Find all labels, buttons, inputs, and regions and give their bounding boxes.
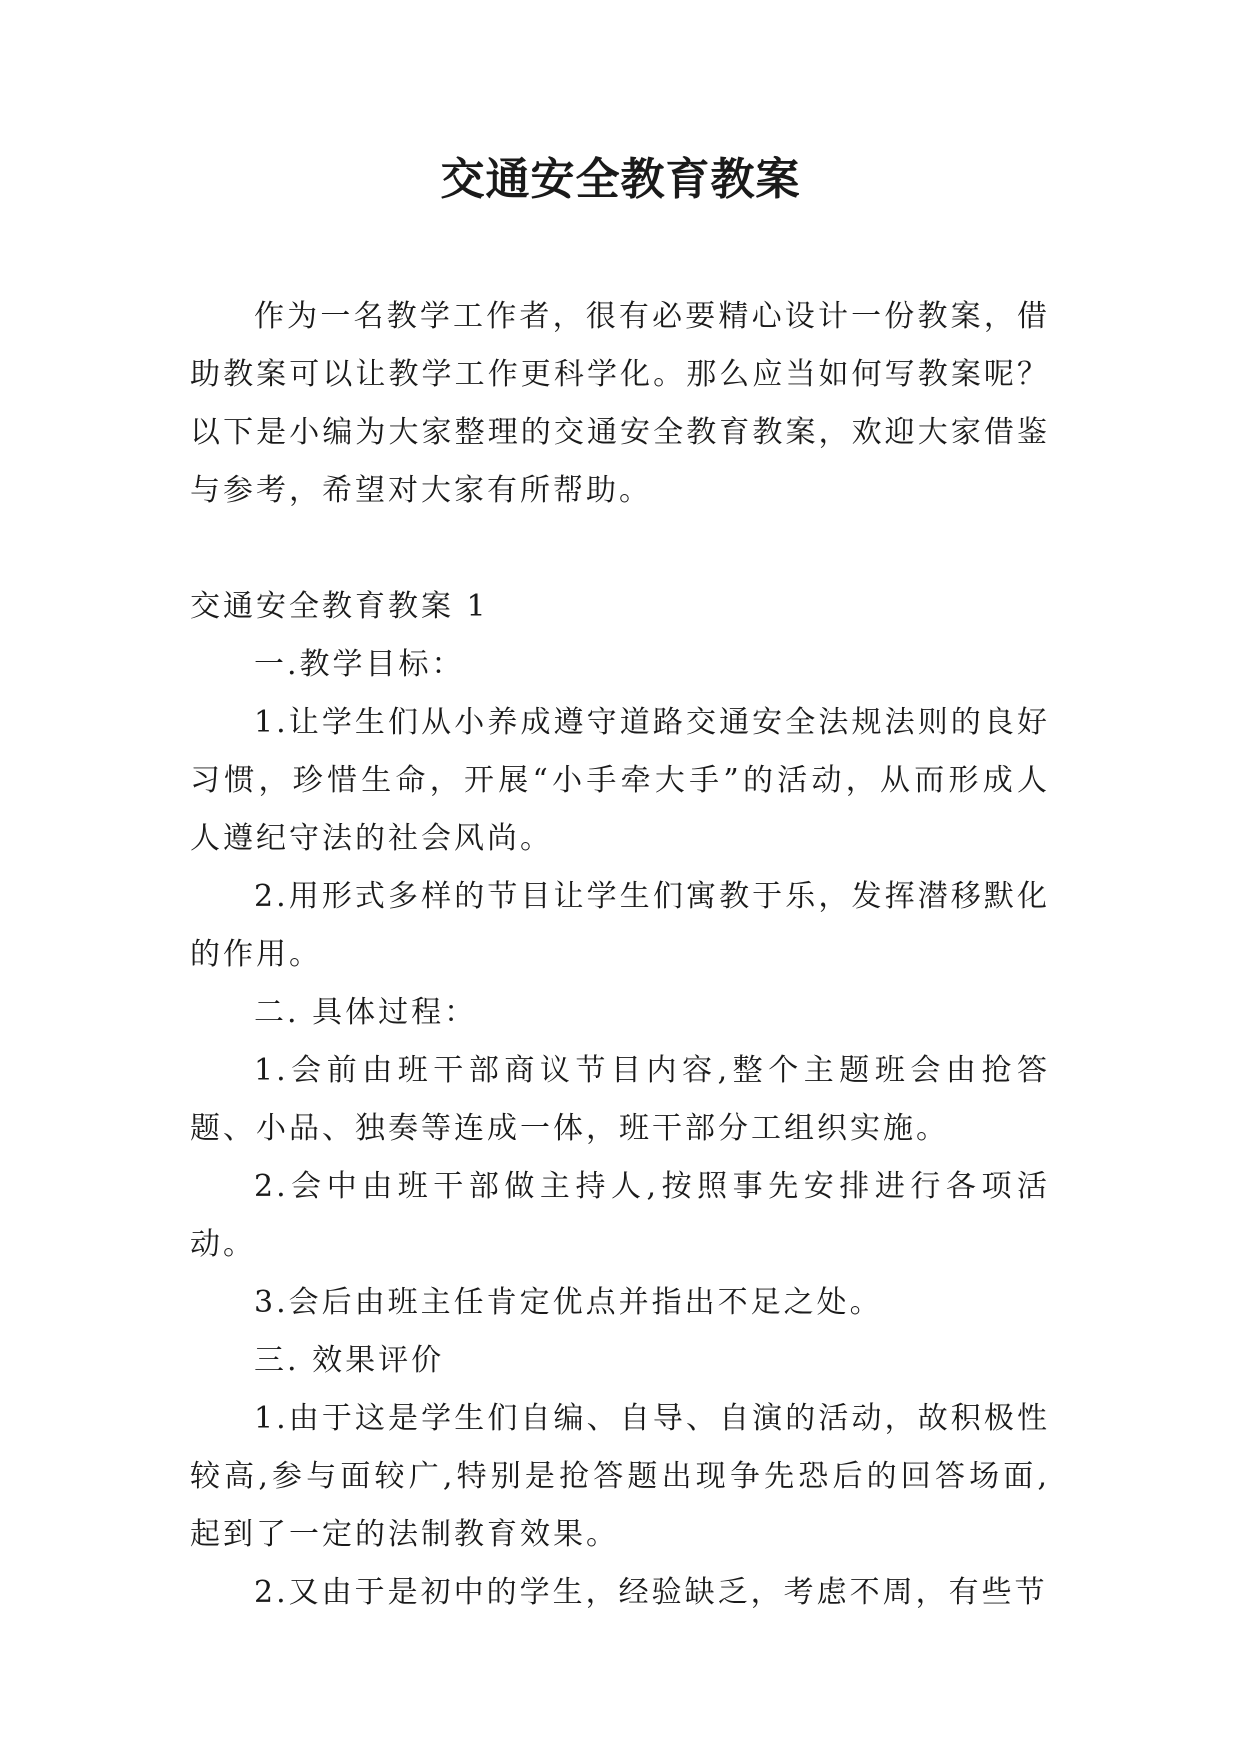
section-spacer (190, 520, 1050, 578)
evaluation-heading: 三. 效果评价 (254, 1343, 445, 1378)
section-heading: 交通安全教育教案 1 (190, 589, 489, 624)
objective-item-2: 2.用形式多样的节目让学生们寓教于乐，发挥潜移默化的作用。 (190, 879, 1050, 972)
document-body (190, 288, 1050, 1622)
process-heading: 二. 具体过程： (254, 995, 478, 1030)
process-item-2: 2.会中由班干部做主持人,按照事先安排进行各项活动。 (190, 1169, 1050, 1262)
objectives-heading: 一.教学目标： (254, 647, 465, 682)
evaluation-item-2: 2.又由于是初中的学生，经验缺乏，考虑不周，有些节 (254, 1575, 1048, 1610)
intro-paragraph: 作为一名教学工作者，很有必要精心设计一份教案，借助教案可以让教学工作更科学化。那么应当如何写教案呢？以下是小编为大家整理的交通安全教育教案，欢迎大家借鉴与参考，希望对大家有所帮助。 (190, 299, 1050, 508)
process-item-3: 3.会后由班主任肯定优点并指出不足之处。 (254, 1285, 883, 1320)
evaluation-item-1: 1.由于这是学生们自编、自导、自演的活动，故积极性较高,参与面较广,特别是抢答题出现争先恐后的回答场面,起到了一定的法制教育效果。 (190, 1401, 1050, 1552)
process-item-1: 1.会前由班干部商议节目内容,整个主题班会由抢答题、小品、独奏等连成一体，班干部分工组织实施。 (190, 1053, 1050, 1146)
objective-item-1: 1.让学生们从小养成遵守道路交通安全法规法则的良好习惯，珍惜生命，开展“小手牵大手”的活动，从而形成人人遵纪守法的社会风尚。 (190, 705, 1050, 856)
document-title: 交通安全教育教案 (440, 154, 801, 205)
